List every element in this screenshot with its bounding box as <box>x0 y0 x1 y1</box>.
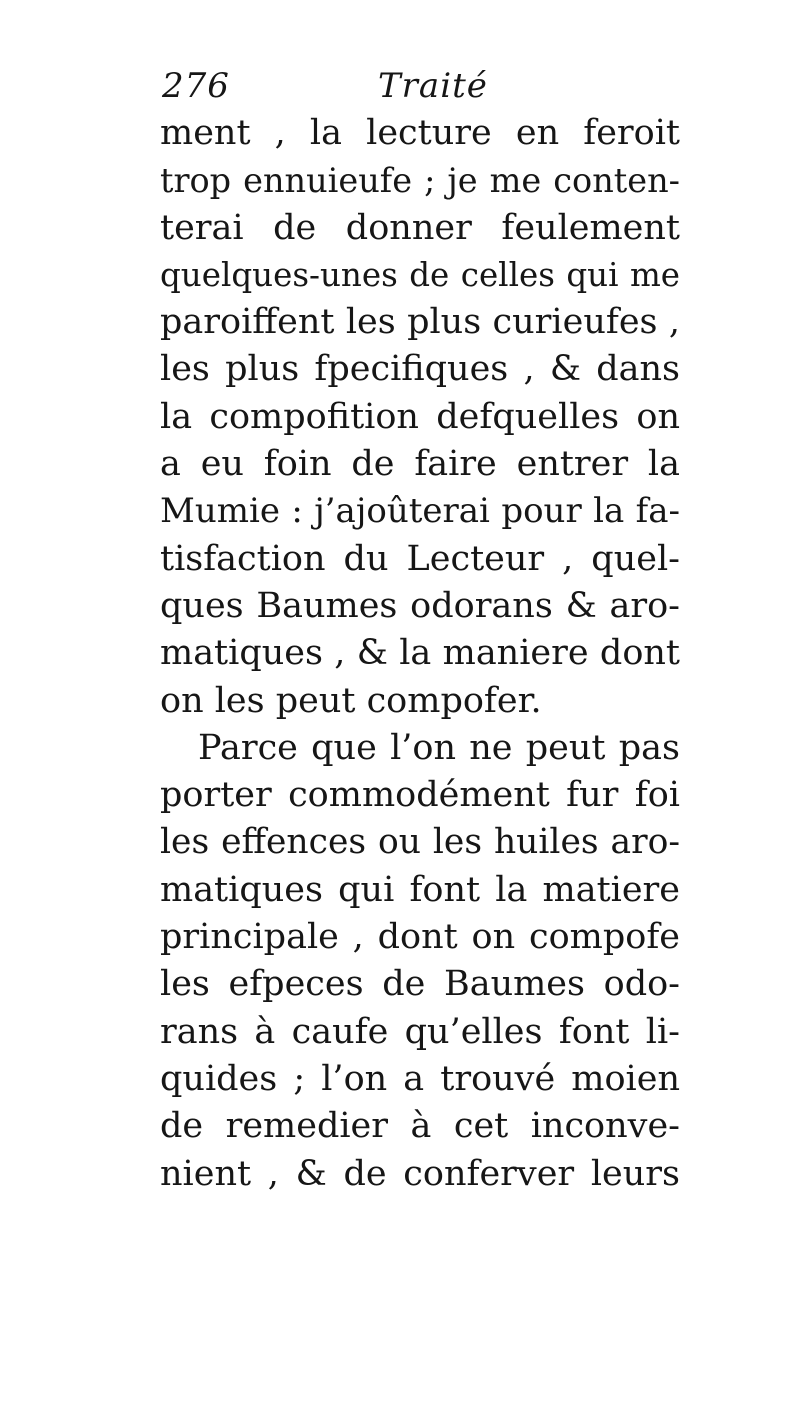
text-line: les effences ou les huiles aro- <box>160 822 680 863</box>
text-line: nient , & de conferver leurs <box>160 1153 680 1194</box>
text-line: la compofition defquelles on <box>160 396 680 437</box>
text-line: quelques-unes de celles qui me <box>160 255 680 294</box>
text-line: trop ennuieufe ; je me conten- <box>160 161 680 201</box>
text-line: on les peut compofer. <box>160 680 542 721</box>
paragraph-2 <box>160 725 680 1198</box>
text-line: ques Baumes odorans & aro- <box>160 585 680 626</box>
text-line: ment , la lecture en feroit <box>160 113 680 153</box>
text-line: de remedier à cet inconve- <box>160 1106 680 1147</box>
page-number: 276 <box>162 66 230 106</box>
text-line: les efpeces de Baumes odo- <box>160 964 680 1005</box>
paragraph-1 <box>160 110 680 725</box>
text-line: paroiffent les plus curieufes , <box>160 302 680 343</box>
running-head <box>160 66 680 110</box>
body-text <box>160 110 680 1198</box>
text-line: les plus fpecifiques , & dans <box>160 349 680 390</box>
text-line: porter commodément fur foi <box>160 775 680 816</box>
text-line: matiques , & la maniere dont <box>160 633 680 674</box>
text-line: matiques qui font la matiere <box>160 869 680 910</box>
text-line: Mumie : j’ajoûterai pour la fa- <box>160 491 680 532</box>
text-line: terai de donner feulement <box>160 207 680 248</box>
text-line: Parce que l’on ne peut pas <box>198 727 680 768</box>
running-title: Traité <box>378 66 488 106</box>
text-line: a eu foin de faire entrer la <box>160 444 680 485</box>
text-line: principale , dont on compofe <box>160 917 680 958</box>
text-line: quides ; l’on a trouvé moien <box>160 1058 680 1099</box>
text-line: tisfaction du Lecteur , quel- <box>160 538 680 579</box>
text-line: rans à caufe qu’elles font li- <box>160 1011 680 1052</box>
